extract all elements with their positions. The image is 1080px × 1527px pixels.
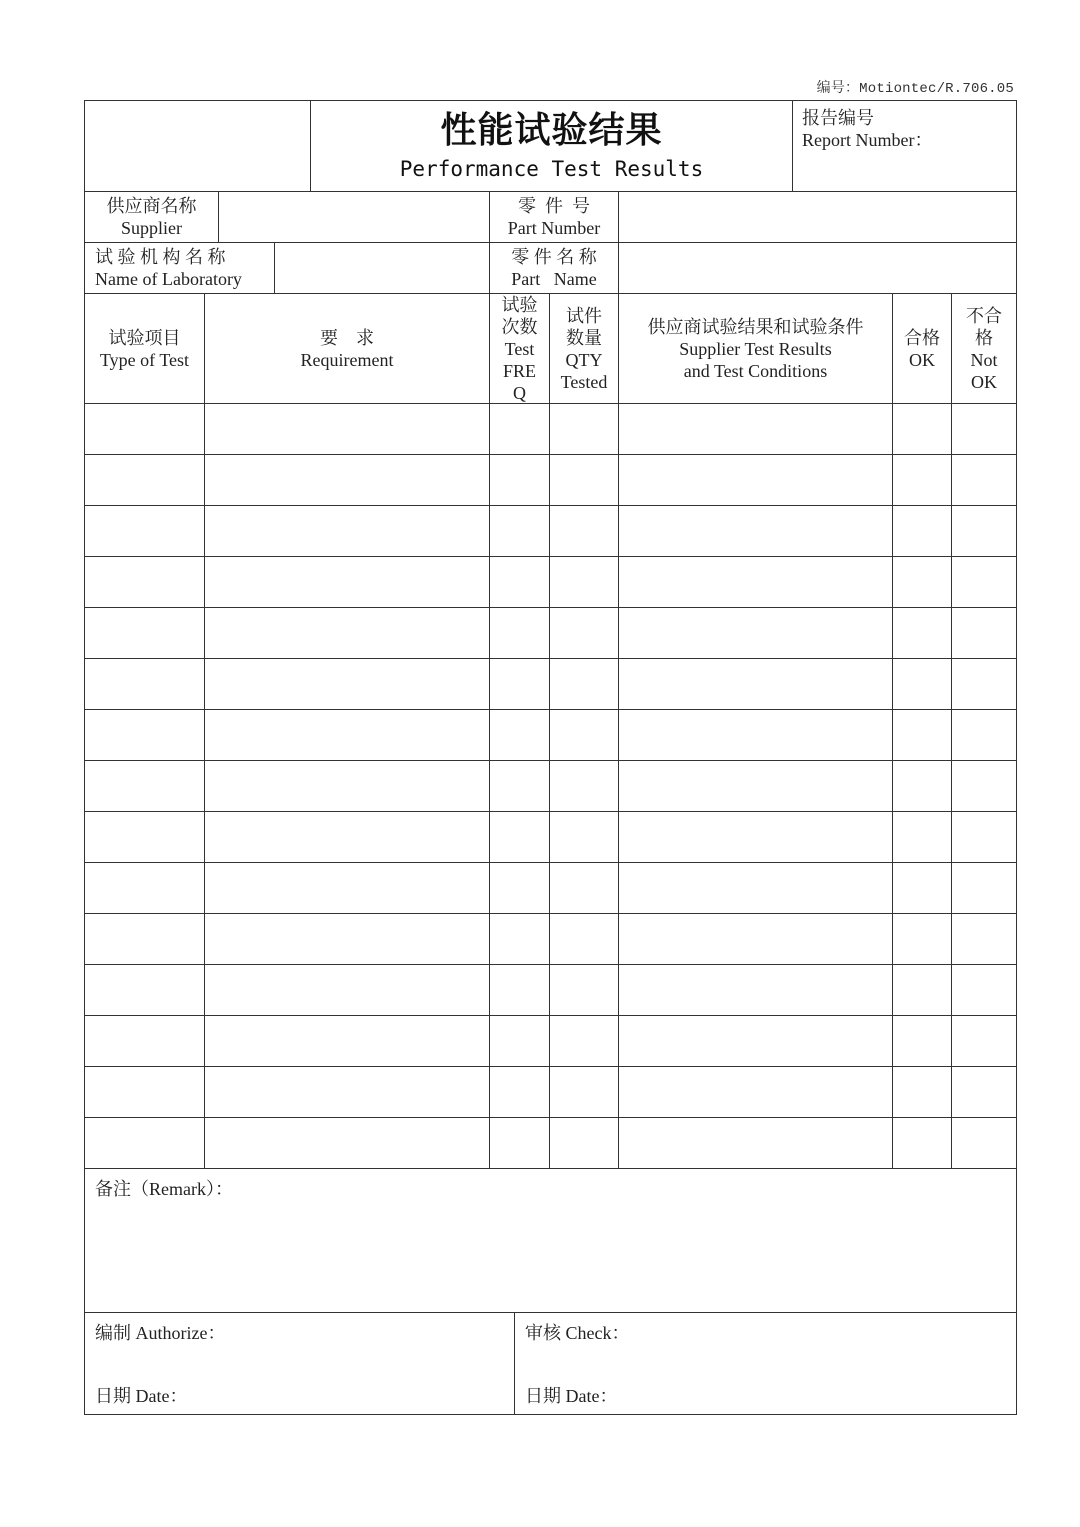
col-notok-line: 格 [975,327,993,348]
table-row [84,506,1017,557]
cell-type-of-test[interactable] [85,1016,205,1066]
part-number-label-cn: 零 件 号 [518,196,590,216]
logo-cell [85,101,311,191]
cell-type-of-test[interactable] [85,608,205,658]
cell-qty-tested[interactable] [550,710,619,760]
col-ok-en: OK [909,349,935,370]
supplier-label [85,192,219,242]
cell-qty-tested[interactable] [550,965,619,1015]
col-results-cn: 供应商试验结果和试验条件 [647,316,864,337]
part-number-field[interactable] [619,192,1016,242]
table-row [84,812,1017,863]
col-qty-line: 数量 [566,327,602,348]
check-cell[interactable] [515,1313,1016,1414]
cell-supplier-results[interactable] [619,506,893,556]
cell-ok[interactable] [893,812,952,862]
cell-ok[interactable] [893,608,952,658]
cell-ok[interactable] [893,557,952,607]
cell-requirement[interactable] [205,965,490,1015]
cell-type-of-test[interactable] [85,659,205,709]
table-row [84,608,1017,659]
cell-type-of-test[interactable] [85,863,205,913]
cell-not-ok[interactable] [952,455,1016,505]
cell-not-ok[interactable] [952,710,1016,760]
laboratory-field[interactable] [275,243,490,293]
cell-ok[interactable] [893,1067,952,1117]
cell-not-ok[interactable] [952,863,1016,913]
col-freq-line: 试验 [501,294,538,315]
col-freq-line: FRE [502,360,536,381]
cell-type-of-test[interactable] [85,506,205,556]
authorize-label: 编制 Authorize： [95,1323,226,1343]
col-supplier-results [619,294,893,403]
cell-test-freq[interactable] [490,710,550,760]
col-type-en: Type of Test [99,349,190,370]
table-row [84,761,1017,812]
cell-not-ok[interactable] [952,659,1016,709]
cell-qty-tested[interactable] [550,1016,619,1066]
col-freq-line: 次数 [501,316,538,337]
part-number-label-en: Part Number [507,218,601,238]
laboratory-label-en: Name of Laboratory [95,269,242,289]
laboratory-label-cn: 试 验 机 构 名 称 [95,247,226,267]
cell-test-freq[interactable] [490,455,550,505]
table-row [84,914,1017,965]
remark-area[interactable] [84,1169,1017,1313]
cell-qty-tested[interactable] [550,914,619,964]
cell-requirement[interactable] [205,608,490,658]
table-row [84,659,1017,710]
cell-requirement[interactable] [205,557,490,607]
cell-test-freq[interactable] [490,557,550,607]
cell-type-of-test[interactable] [85,965,205,1015]
part-name-field[interactable] [619,243,1016,293]
performance-test-form [84,100,1017,1415]
report-number-cell[interactable] [793,101,1016,191]
cell-ok[interactable] [893,506,952,556]
title-row [84,100,1017,192]
cell-requirement[interactable] [205,1067,490,1117]
cell-ok[interactable] [893,761,952,811]
col-qty-line: Tested [560,371,608,392]
cell-ok[interactable] [893,914,952,964]
col-qty-line: 试件 [566,305,602,326]
cell-supplier-results[interactable] [619,965,893,1015]
cell-supplier-results[interactable] [619,710,893,760]
cell-ok[interactable] [893,965,952,1015]
cell-ok[interactable] [893,1118,952,1168]
cell-type-of-test[interactable] [85,1118,205,1168]
authorize-cell[interactable] [85,1313,515,1414]
table-row [84,404,1017,455]
cell-qty-tested[interactable] [550,1067,619,1117]
cell-test-freq[interactable] [490,965,550,1015]
cell-supplier-results[interactable] [619,812,893,862]
table-row [84,863,1017,914]
cell-requirement[interactable] [205,812,490,862]
cell-requirement[interactable] [205,914,490,964]
cell-supplier-results[interactable] [619,1016,893,1066]
cell-supplier-results[interactable] [619,608,893,658]
signoff-row [84,1313,1017,1415]
supplier-field[interactable] [219,192,490,242]
cell-ok[interactable] [893,710,952,760]
cell-supplier-results[interactable] [619,659,893,709]
col-results-en1: Supplier Test Results [679,338,832,359]
cell-not-ok[interactable] [952,812,1016,862]
page-title-cn: 性能试验结果 [440,110,663,152]
cell-qty-tested[interactable] [550,608,619,658]
cell-test-freq[interactable] [490,659,550,709]
cell-requirement[interactable] [205,1016,490,1066]
col-qty-line: QTY [565,349,603,370]
cell-type-of-test[interactable] [85,455,205,505]
cell-not-ok[interactable] [952,761,1016,811]
table-row [84,1067,1017,1118]
cell-supplier-results[interactable] [619,455,893,505]
cell-ok[interactable] [893,455,952,505]
cell-type-of-test[interactable] [85,761,205,811]
check-date-label: 日期 Date： [525,1386,618,1406]
cell-not-ok[interactable] [952,965,1016,1015]
col-test-freq [490,294,550,403]
col-notok-line: Not [970,349,998,370]
part-number-label [490,192,619,242]
cell-qty-tested[interactable] [550,659,619,709]
cell-supplier-results[interactable] [619,1118,893,1168]
col-req-cn: 要 求 [320,327,374,348]
col-notok-line: 不合 [966,305,1002,326]
cell-type-of-test[interactable] [85,812,205,862]
col-type-of-test [85,294,205,403]
cell-ok[interactable] [893,1016,952,1066]
cell-not-ok[interactable] [952,557,1016,607]
col-notok-line: OK [971,371,997,392]
cell-supplier-results[interactable] [619,404,893,454]
cell-type-of-test[interactable] [85,710,205,760]
supplier-label-cn: 供应商名称 [106,196,197,216]
cell-test-freq[interactable] [490,1016,550,1066]
col-requirement [205,294,490,403]
check-label: 审核 Check： [525,1323,630,1343]
table-row [84,1016,1017,1067]
report-number-label-en: Report Number： [802,130,933,150]
cell-supplier-results[interactable] [619,914,893,964]
cell-supplier-results[interactable] [619,761,893,811]
cell-ok[interactable] [893,863,952,913]
cell-type-of-test[interactable] [85,1067,205,1117]
cell-requirement[interactable] [205,1118,490,1168]
cell-requirement[interactable] [205,659,490,709]
part-name-label [490,243,619,293]
cell-qty-tested[interactable] [550,506,619,556]
col-results-en2: and Test Conditions [683,360,828,381]
title-cell [311,101,793,191]
col-freq-line: Test [504,338,535,359]
table-row [84,455,1017,506]
cell-qty-tested[interactable] [550,863,619,913]
cell-test-freq[interactable] [490,1067,550,1117]
col-ok [893,294,952,403]
remark-label: 备注（Remark）： [95,1179,233,1199]
part-name-label-cn: 零 件 名 称 [511,247,597,267]
col-qty-tested [550,294,619,403]
col-req-en: Requirement [300,349,394,370]
cell-ok[interactable] [893,659,952,709]
cell-type-of-test[interactable] [85,914,205,964]
cell-test-freq[interactable] [490,1118,550,1168]
cell-type-of-test[interactable] [85,557,205,607]
supplier-row [84,192,1017,243]
table-row [84,557,1017,608]
cell-not-ok[interactable] [952,404,1016,454]
cell-not-ok[interactable] [952,1118,1016,1168]
cell-test-freq[interactable] [490,761,550,811]
laboratory-label [85,243,275,293]
cell-qty-tested[interactable] [550,455,619,505]
cell-qty-tested[interactable] [550,1118,619,1168]
cell-test-freq[interactable] [490,863,550,913]
cell-supplier-results[interactable] [619,863,893,913]
cell-test-freq[interactable] [490,404,550,454]
cell-requirement[interactable] [205,710,490,760]
cell-not-ok[interactable] [952,1016,1016,1066]
cell-not-ok[interactable] [952,608,1016,658]
col-ok-cn: 合格 [904,327,940,348]
cell-test-freq[interactable] [490,812,550,862]
column-header-row [84,294,1017,404]
table-row [84,965,1017,1016]
cell-not-ok[interactable] [952,914,1016,964]
col-type-cn: 试验项目 [108,327,181,348]
cell-supplier-results[interactable] [619,557,893,607]
cell-requirement[interactable] [205,506,490,556]
cell-qty-tested[interactable] [550,404,619,454]
cell-requirement[interactable] [205,455,490,505]
cell-qty-tested[interactable] [550,557,619,607]
cell-qty-tested[interactable] [550,761,619,811]
laboratory-row [84,243,1017,294]
cell-test-freq[interactable] [490,506,550,556]
cell-not-ok[interactable] [952,506,1016,556]
cell-test-freq[interactable] [490,914,550,964]
cell-requirement[interactable] [205,761,490,811]
supplier-label-en: Supplier [121,218,182,238]
cell-ok[interactable] [893,404,952,454]
col-not-ok [952,294,1016,403]
data-rows [84,404,1017,1169]
page-title-en: Performance Test Results [399,156,704,181]
authorize-date-label: 日期 Date： [95,1386,188,1406]
table-row [84,1118,1017,1169]
part-name-label-en: Part Name [511,269,597,289]
cell-not-ok[interactable] [952,1067,1016,1117]
cell-requirement[interactable] [205,404,490,454]
col-freq-line: Q [513,382,526,403]
cell-type-of-test[interactable] [85,404,205,454]
report-number-label-cn: 报告编号 [802,108,874,128]
cell-qty-tested[interactable] [550,812,619,862]
cell-requirement[interactable] [205,863,490,913]
document-number: 编号：Motiontec/R.706.05 [816,81,1014,97]
cell-test-freq[interactable] [490,608,550,658]
cell-supplier-results[interactable] [619,1067,893,1117]
table-row [84,710,1017,761]
